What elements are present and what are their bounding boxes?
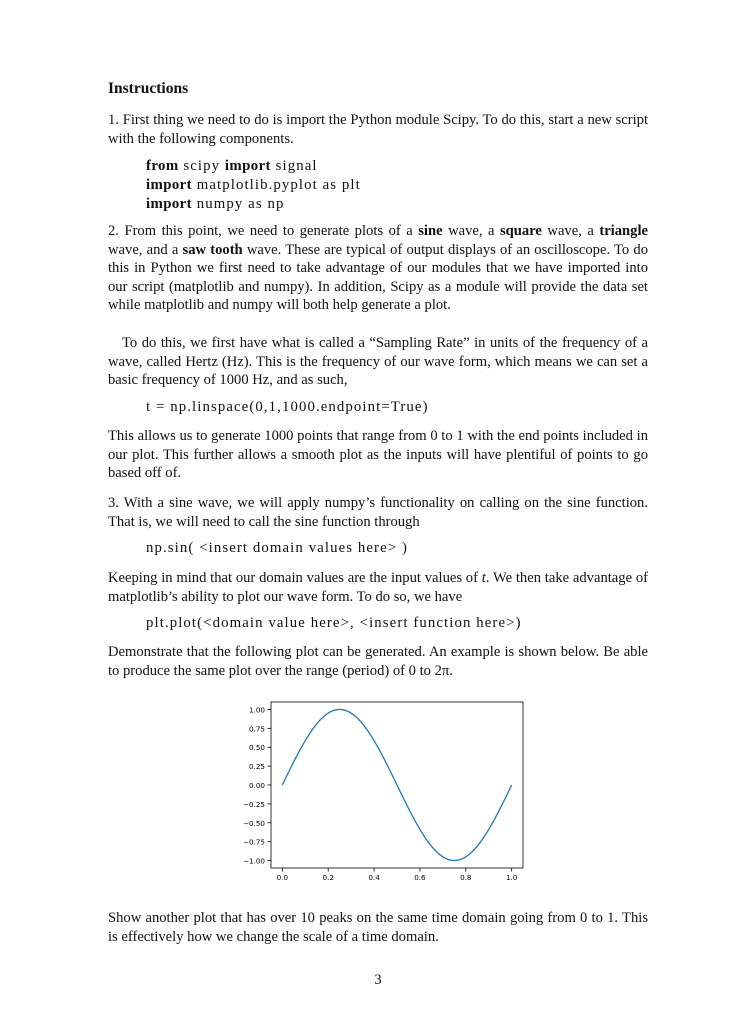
bold-term-saw-tooth: saw tooth	[182, 241, 243, 258]
code-text: signal	[270, 158, 318, 174]
code-linspace: t = np.linspace(0,1,1000.endpoint=True)	[146, 399, 429, 415]
code-keyword: import	[146, 196, 192, 212]
x-tick-label: 0.8	[460, 873, 472, 882]
bold-term-square: square	[500, 223, 542, 239]
text-run: wave. These are typical of output displays of an oscilloscope. To do this in Python we first need to take advantage of our modules that we have imported into our script (matplotlib and numpy). In addition, Scipy as a module will provide the data set while matplotlib and numpy will both help generate a plot.	[108, 241, 648, 314]
code-keyword: import	[224, 158, 271, 174]
paragraph-3	[108, 334, 648, 390]
code-text: numpy as np	[191, 196, 285, 212]
y-tick-label: −0.75	[242, 837, 265, 847]
code-text: matplotlib.pyplot as plt	[191, 177, 361, 193]
y-tick-label: 0.00	[248, 781, 265, 790]
code-np-sin: np.sin( <insert domain values here> )	[146, 540, 409, 556]
paragraph-2	[108, 222, 648, 315]
code-text: scipy	[178, 158, 225, 174]
text-run: Keeping in mind that our domain values are the input values of	[108, 570, 482, 586]
text-run: wave, a	[442, 223, 500, 239]
text-run: wave, a	[541, 223, 600, 239]
paragraph-6	[108, 569, 648, 606]
code-keyword: from	[146, 158, 179, 174]
paragraph-7: Demonstrate that the following plot can be generated. An example is shown below. Be able to produce the same plot over the range (period) of 0 to 2π.	[108, 644, 648, 679]
x-tick-label: 0.4	[368, 873, 380, 882]
paragraph-5: 3. With a sine wave, we will apply numpy’s functionality on calling on the sine function. That is, we will need to call the sine function through	[108, 495, 648, 530]
text-run: . We then take advantage of matplotlib’s ability to plot our wave form. To do so, we have	[108, 570, 648, 605]
x-tick-label: 1.0	[505, 873, 518, 882]
paragraph-4: This allows us to generate 1000 points that range from 0 to 1 with the end points included in our plot. This further allows a smooth plot as the inputs will have plentiful of points to go based off of.	[108, 428, 648, 482]
y-tick-label: −0.50	[242, 818, 265, 828]
text-run: To do this, we first have what is called a “Sampling Rate” in units of the frequency of a wave, called Hertz (Hz). This is the frequency of our wave form, which means we can set a basic frequency of 1000 Hz, and as such,	[108, 335, 648, 389]
variable-t: t	[481, 570, 486, 586]
x-tick-label: 0.2	[322, 873, 334, 882]
paragraph-1: 1. First thing we need to do is import the Python module Scipy. To do this, start a new script with the following components.	[108, 112, 648, 147]
text-run: 2. From this point, we need to generate plots of a	[108, 223, 419, 239]
y-tick-label: 1.00	[248, 705, 265, 715]
code-plt-plot: plt.plot(<domain value here>, <insert function here>)	[146, 615, 522, 631]
bold-term-sine: sine	[418, 223, 443, 239]
y-tick-label: 0.50	[248, 743, 265, 753]
page-number: 3	[374, 972, 382, 988]
paragraph-8: Show another plot that has over 10 peaks on the same time domain going from 0 to 1. This is effectively how we change the scale of a time domain.	[108, 910, 648, 945]
y-tick-label: −1.00	[242, 856, 265, 866]
sine-wave-plot	[218, 700, 528, 890]
y-tick-label: 0.75	[248, 724, 265, 734]
x-tick-label: 0.6	[414, 873, 426, 882]
code-block-imports	[146, 157, 361, 214]
section-heading: Instructions	[108, 80, 189, 97]
code-keyword: import	[146, 177, 192, 193]
bold-term-triangle: triangle	[599, 223, 648, 239]
y-tick-label: 0.25	[248, 762, 265, 772]
y-tick-label: −0.25	[242, 799, 265, 809]
x-tick-label: 0.0	[276, 873, 289, 882]
text-run: wave, and a	[108, 241, 183, 258]
